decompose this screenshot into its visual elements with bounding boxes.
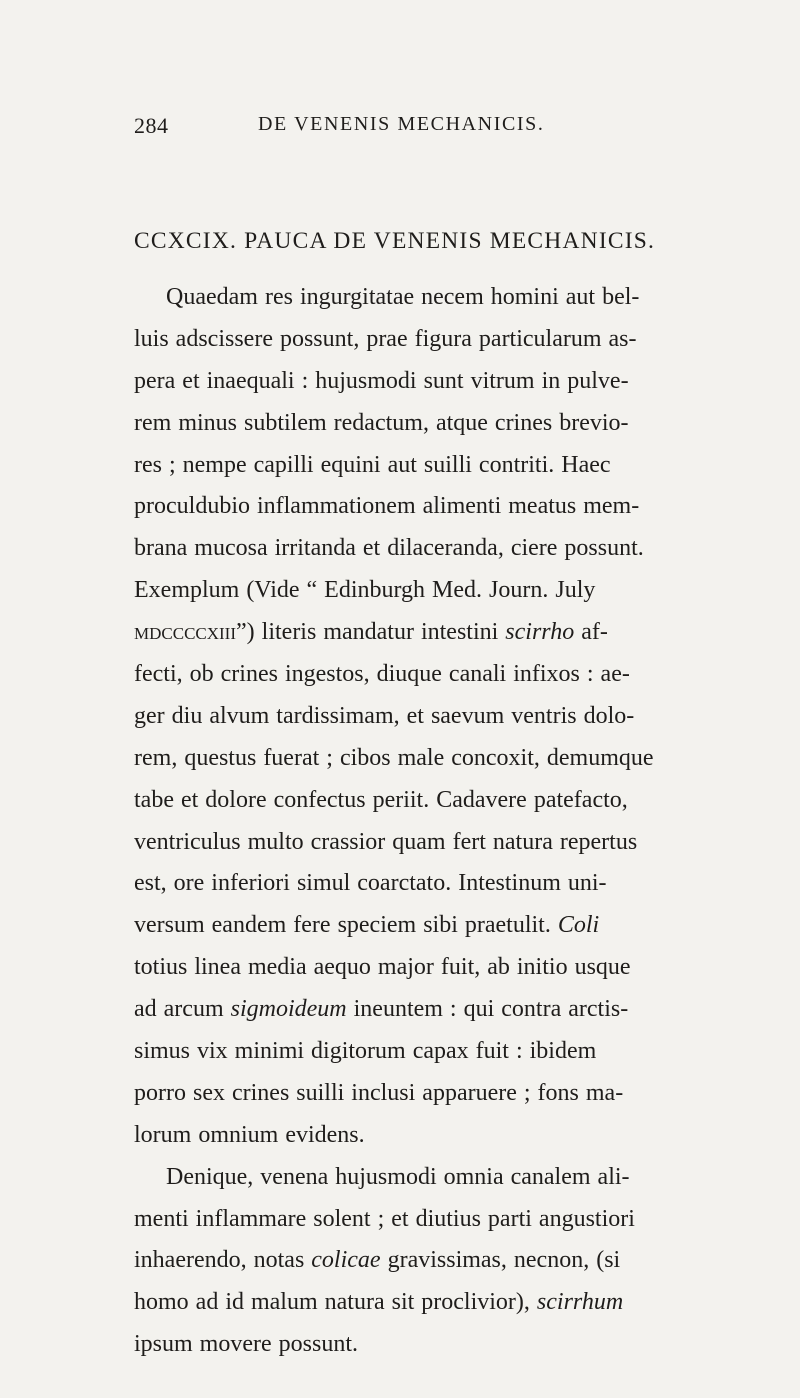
- text-line: fecti, ob crines ingestos, diuque canali infixos : ae-: [134, 661, 630, 688]
- text-line: brana mucosa irritanda et dilaceranda, ciere possunt.: [134, 535, 644, 562]
- italic-term: scirrho: [505, 619, 575, 646]
- running-title: DE VENENIS MECHANICIS.: [258, 113, 545, 135]
- text-line: est, ore inferiori simul coarctato. Intestinum uni-: [134, 870, 607, 897]
- text-line: ventriculus multo crassior quam fert natura repertus: [134, 828, 638, 855]
- italic-term: colicae: [311, 1247, 381, 1274]
- italic-term: Coli: [557, 912, 600, 939]
- italic-term: sigmoideum: [230, 996, 347, 1023]
- text-line: rem, questus fuerat ; cibos male concoxit, demumque: [134, 744, 654, 771]
- text-line: lorum omnium evidens.: [134, 1121, 365, 1148]
- text-line: ger diu alvum tardissimam, et saevum ventris dolo-: [134, 702, 635, 729]
- text-line: versum eandem fere speciem sibi praetulit. Coli: [134, 912, 600, 939]
- text-line: inhaerendo, notas colicae gravissimas, necnon, (si: [134, 1247, 621, 1274]
- chapter-heading: CCXCIX. PAUCA DE VENENIS MECHANICIS.: [134, 228, 656, 254]
- italic-term: scirrhum: [536, 1289, 624, 1316]
- text-line: luis adscissere possunt, prae figura particularum as-: [134, 325, 637, 352]
- text-line: tabe et dolore confectus periit. Cadavere patefacto,: [134, 786, 628, 813]
- page-number: 284: [134, 113, 169, 138]
- text-line: proculdubio inflammationem alimenti meatus mem-: [134, 493, 640, 520]
- text-line: mdccccxiii”) literis mandatur intestini scirrho af-: [134, 619, 608, 646]
- text-line: Denique, venena hujusmodi omnia canalem ali-: [166, 1163, 630, 1190]
- text-line: Quaedam res ingurgitatae necem homini aut bel-: [166, 284, 640, 310]
- running-head: [134, 113, 694, 143]
- text-line: homo ad id malum natura sit proclivior), scirrhum: [134, 1289, 624, 1316]
- text-line: res ; nempe capilli equini aut suilli contriti. Haec: [134, 451, 611, 478]
- text-line: menti inflammare solent ; et diutius parti angustiori: [134, 1205, 635, 1232]
- text-line: porro sex crines suilli inclusi apparuere ; fons ma-: [134, 1079, 624, 1106]
- body-text: [134, 280, 734, 1369]
- text-line: totius linea media aequo major fuit, ab initio usque: [134, 954, 631, 981]
- text-line: simus vix minimi digitorum capax fuit : ibidem: [134, 1038, 597, 1065]
- small-caps-numeral: mdccccxiii: [134, 619, 237, 646]
- text-line: Exemplum (Vide “ Edinburgh Med. Journ. July: [134, 577, 596, 604]
- text-line: pera et inaequali : hujusmodi sunt vitrum in pulve-: [134, 367, 629, 394]
- text-line: rem minus subtilem redactum, atque crines brevio-: [134, 409, 629, 436]
- text-line: ad arcum sigmoideum ineuntem : qui contra arctis-: [134, 996, 629, 1023]
- text-line: ipsum movere possunt.: [134, 1331, 358, 1358]
